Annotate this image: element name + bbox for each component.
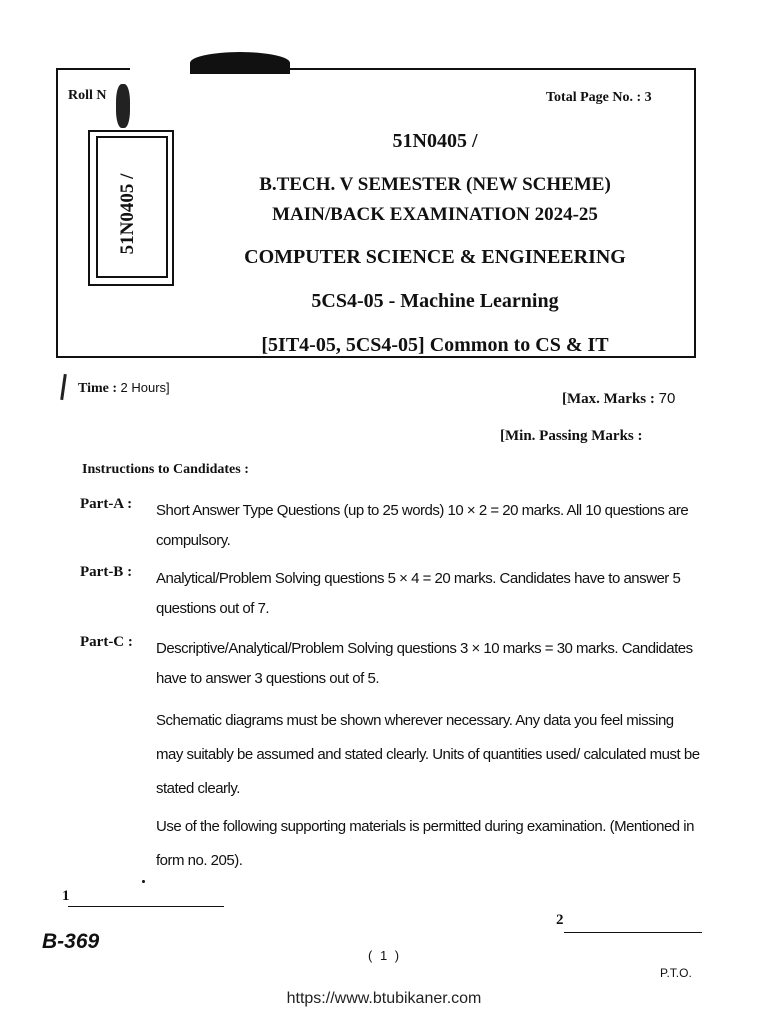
ink-blot	[190, 52, 290, 74]
material-1-number: 1	[62, 888, 70, 904]
department-title: COMPUTER SCIENCE & ENGINEERING	[244, 246, 626, 268]
instructions-title: Instructions to Candidates :	[82, 462, 249, 477]
min-passing-marks: [Min. Passing Marks :	[500, 428, 643, 444]
page-number: ( 1 )	[368, 948, 402, 963]
source-url[interactable]: https://www.btubikaner.com	[286, 990, 482, 1007]
time-allowed	[78, 380, 170, 397]
part-c-text: Descriptive/Analytical/Problem Solving questions 3 × 10 marks = 30 marks. Candidates have to answer 3 questions out of 5.	[156, 640, 693, 687]
supporting-materials-note: Use of the following supporting materials is permitted during examination. (Mentioned in form no. 205).	[156, 818, 694, 869]
total-pages: Total Page No. : 3	[546, 90, 652, 105]
max-marks	[562, 390, 675, 408]
pto-label: P.T.O.	[660, 966, 692, 980]
paper-code-vertical: 51N0405 /	[117, 173, 138, 255]
margin-mark	[60, 374, 67, 400]
roll-no-label: Roll N	[68, 88, 107, 103]
common-codes: [5IT4-05, 5CS4-05] Common to CS & IT	[261, 334, 609, 356]
paper-id: B-369	[42, 930, 100, 953]
stray-dot	[142, 880, 145, 883]
material-2-line	[564, 932, 702, 933]
material-1-line	[68, 906, 224, 907]
time-label: Time :	[78, 381, 121, 396]
part-b-text: Analytical/Problem Solving questions 5 × 4 = 20 marks. Candidates have to answer 5 questions out of 7.	[156, 570, 681, 617]
paper-code: 51N0405 /	[392, 130, 478, 152]
time-value: 2 Hours]	[120, 380, 170, 395]
material-2-number: 2	[556, 912, 564, 928]
schematic-note: Schematic diagrams must be shown wherever necessary. Any data you feel missing may suitably be assumed and stated clearly. Units of quantities used/ calculated must be stated clearly.	[156, 712, 700, 797]
part-a-label: Part-A :	[80, 496, 133, 512]
exam-title: MAIN/BACK EXAMINATION 2024-25	[272, 204, 598, 225]
max-marks-value: 70	[658, 390, 676, 407]
subject-title: 5CS4-05 - Machine Learning	[311, 290, 559, 312]
program-title: B.TECH. V SEMESTER (NEW SCHEME)	[259, 174, 611, 195]
roll-no-redaction	[116, 84, 130, 128]
part-a-text: Short Answer Type Questions (up to 25 words) 10 × 2 = 20 marks. All 10 questions are compulsory.	[156, 502, 689, 549]
part-c-label: Part-C :	[80, 634, 133, 650]
part-b-label: Part-B :	[80, 564, 133, 580]
max-marks-label: [Max. Marks :	[562, 391, 659, 407]
